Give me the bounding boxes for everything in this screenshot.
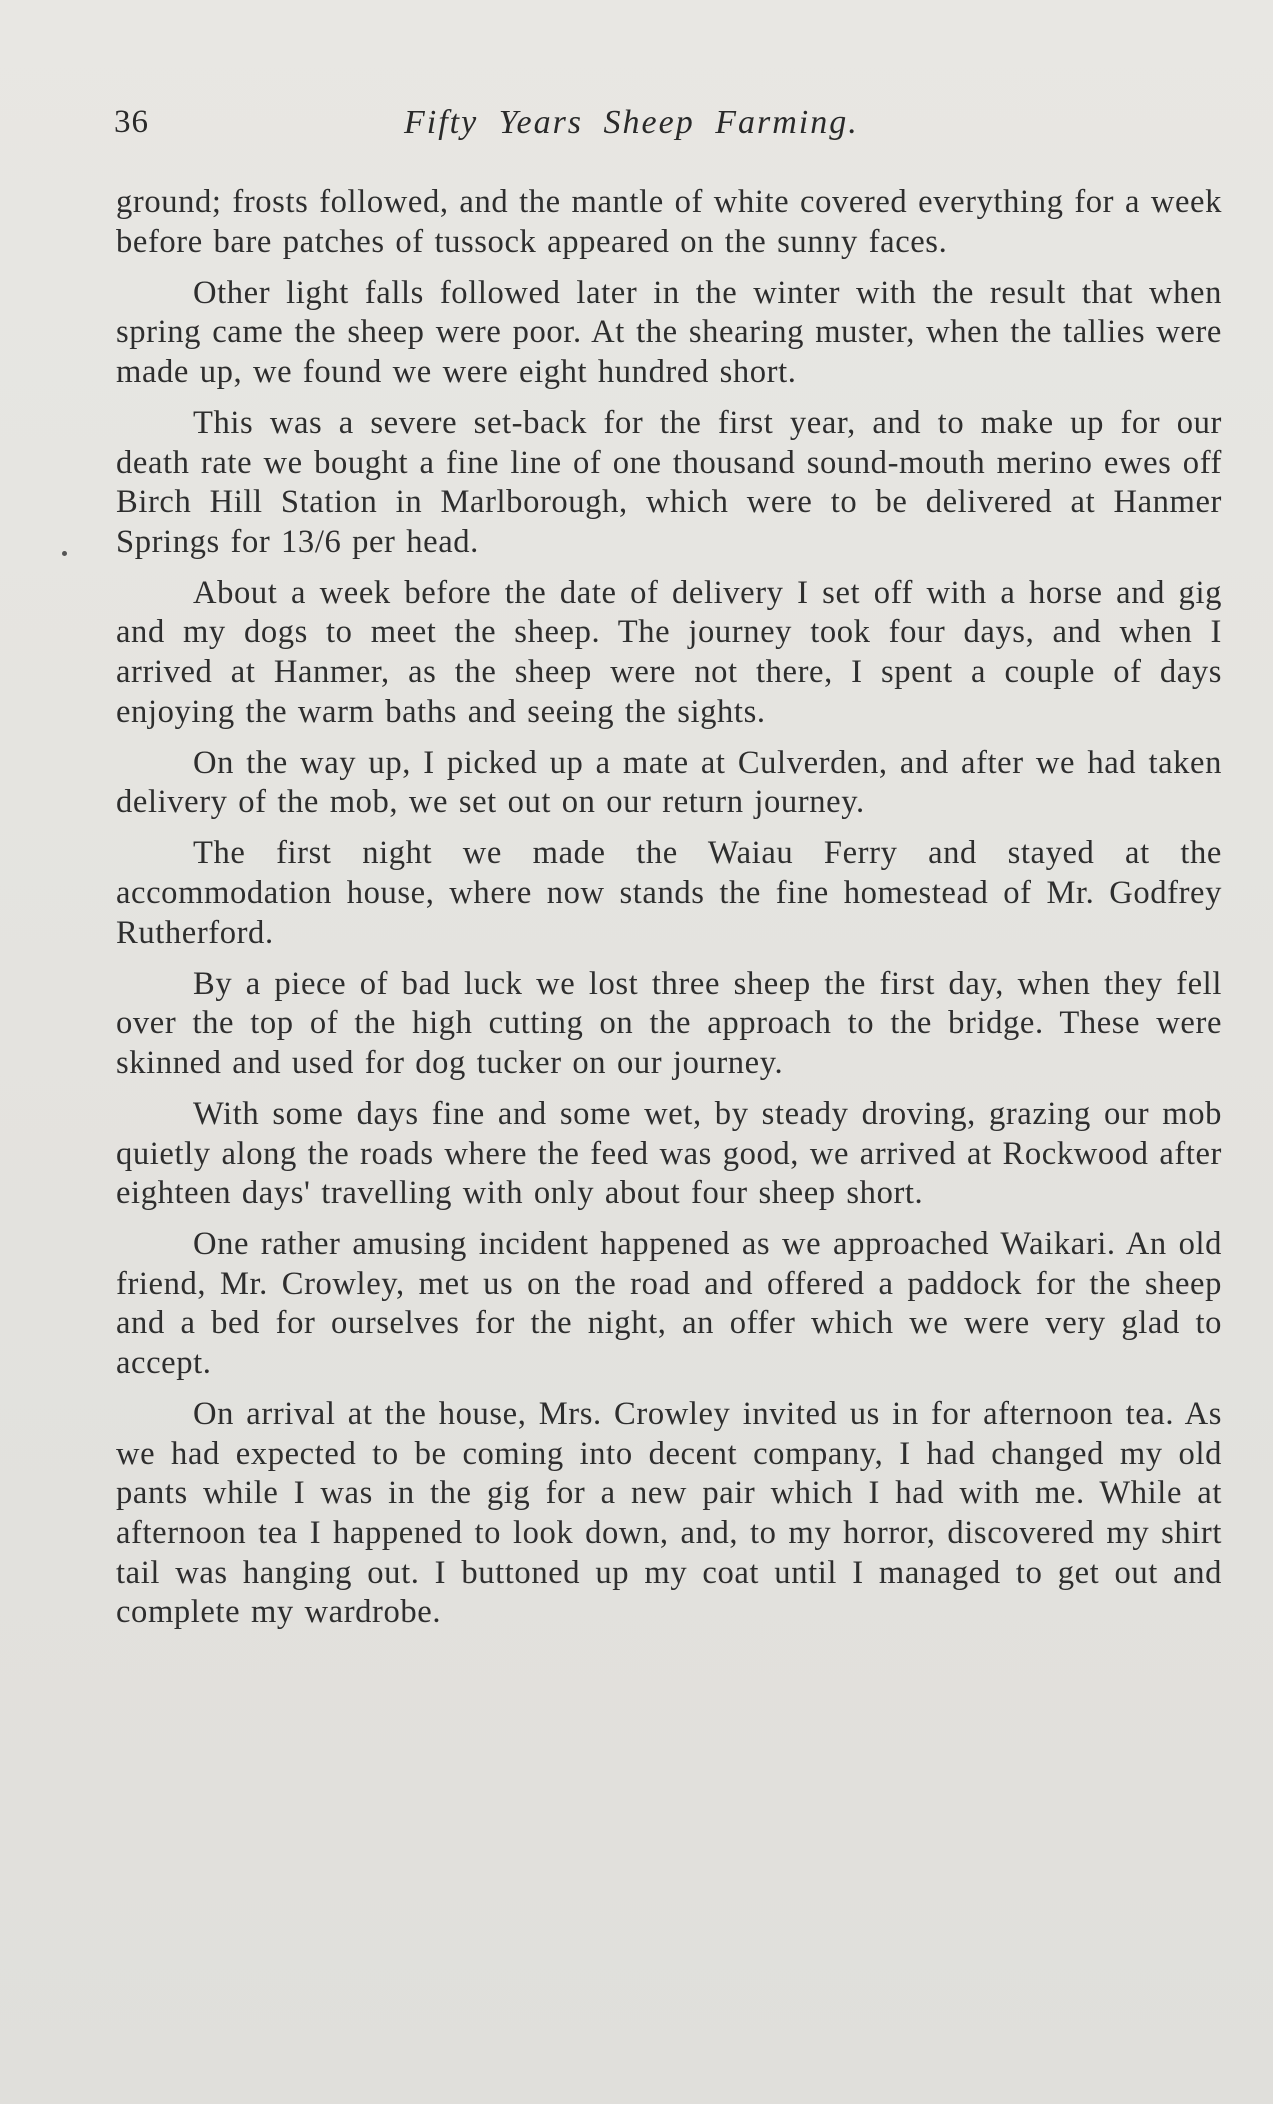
running-title: Fifty Years Sheep Farming. (404, 104, 859, 141)
margin-mark (62, 551, 67, 556)
paragraph: On arrival at the house, Mrs. Crowley invited us in for afternoon tea. As we had expected to be coming into decent company, I had changed my old pants while I was in the gig for a new pair which I had with me. While at afternoon tea I happened to look down, and, to my horror, discovered my shirt tail was hanging out. I buttoned up my coat until I managed to get out and complete my wardrobe. (116, 1396, 1222, 1631)
paragraph: ground; frosts followed, and the mantle of white covered everything for a week before bare patches of tussock appeared on the sunny faces. (116, 184, 1222, 260)
paragraph: One rather amusing incident happened as we approached Waikari. An old friend, Mr. Crowley, met us on the road and offered a paddock for the sheep and a bed for ourselves for the night, an offer which we were very glad to accept. (116, 1226, 1222, 1382)
paragraph: On the way up, I picked up a mate at Culverden, and after we had taken delivery of the mob, we set out on our return journey. (116, 744, 1222, 821)
body-text (116, 183, 1222, 1644)
paragraph: This was a severe set-back for the first year, and to make up for our death rate we bought a fine line of one thousand sound-mouth merino ewes off Birch Hill Station in Marlborough, which were to be delivered at Hanmer Springs for 13/6 per head. (116, 404, 1222, 560)
paragraph: Other light falls followed later in the winter with the result that when spring came the sheep were poor. At the shearing muster, when the tallies were made up, we found we were eight hundred short. (116, 274, 1222, 390)
page-header (114, 104, 1224, 154)
paragraph: With some days fine and some wet, by steady droving, grazing our mob quietly along the roads where the feed was good, we arrived at Rockwood after eighteen days' travelling with only about four sheep short. (116, 1095, 1222, 1212)
page-number: 36 (114, 104, 149, 140)
paragraph: About a week before the date of delivery I set off with a horse and gig and my dogs to meet the sheep. The journey took four days, and when I arrived at Hanmer, as the sheep were not there, I spent a couple of days enjoying the warm baths and seeing the sights. (116, 574, 1222, 730)
paragraph: The first night we made the Waiau Ferry and stayed at the accommodation house, where now stands the fine homestead of Mr. Godfrey Rutherford. (116, 835, 1222, 951)
paragraph: By a piece of bad luck we lost three sheep the first day, when they fell over the top of the high cutting on the approach to the bridge. These were skinned and used for dog tucker on our journey. (116, 965, 1222, 1081)
